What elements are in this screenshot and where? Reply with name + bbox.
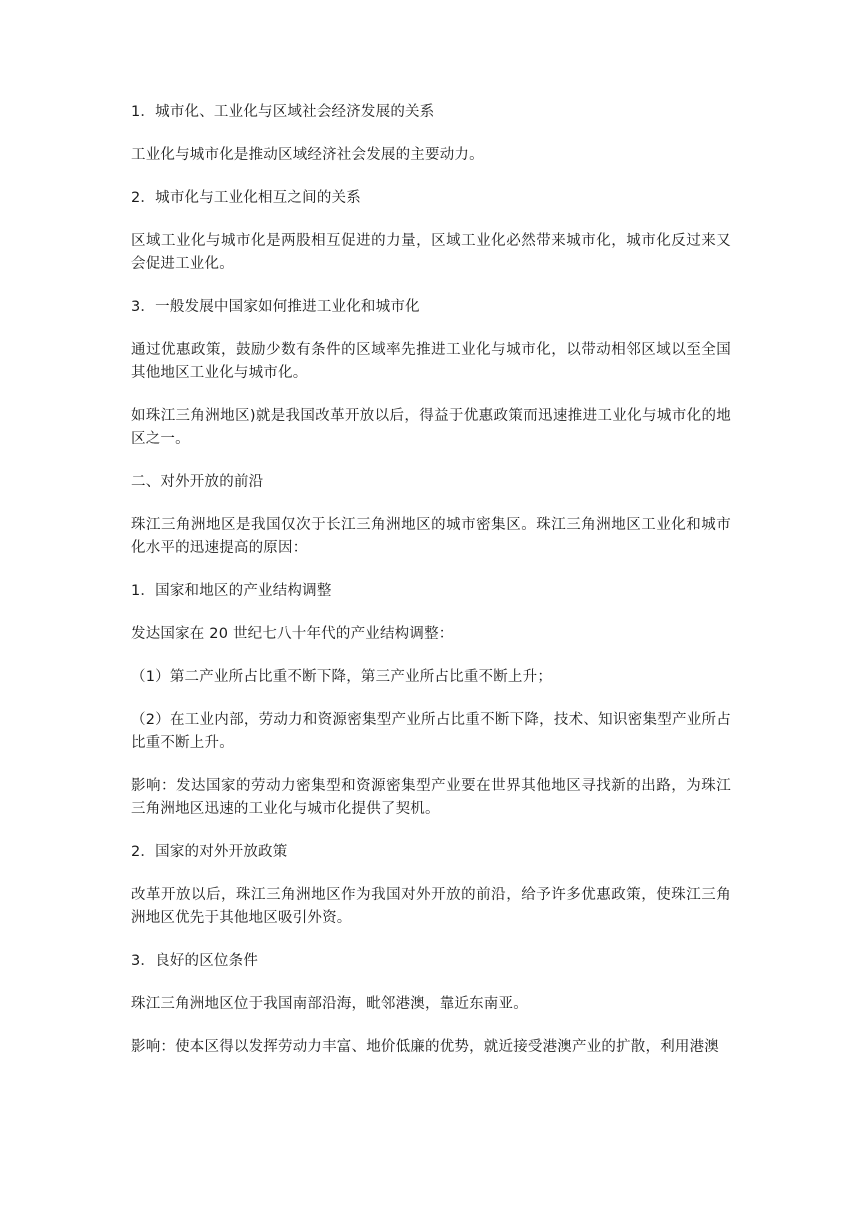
section-heading-3: 3．一般发展中国家如何推进工业化和城市化 [131, 299, 420, 315]
document-body [131, 101, 731, 1079]
section-heading-industry: 1．国家和地区的产业结构调整 [131, 583, 332, 599]
section-heading-1: 1．城市化、工业化与区域社会经济发展的关系 [131, 104, 435, 120]
paragraph: 影响：使本区得以发挥劳动力丰富、地价低廉的优势，就近接受港澳产业的扩散，利用港澳 [131, 1039, 719, 1055]
paragraph: 发达国家在 20 世纪七八十年代的产业结构调整： [131, 626, 454, 642]
list-item: （2）在工业内部，劳动力和资源密集型产业所占比重不断下降，技术、知识密集型产业所占比重不断上升。 [131, 712, 731, 751]
paragraph: 如珠江三角洲地区)就是我国改革开放以后，得益于优惠政策而迅速推进工业化与城市化的地区之一。 [131, 408, 731, 447]
list-item: （1）第二产业所占比重不断下降，第三产业所占比重不断上升； [131, 669, 553, 685]
paragraph: 工业化与城市化是推动区域经济社会发展的主要动力。 [131, 147, 484, 163]
chapter-heading: 二、对外开放的前沿 [131, 474, 264, 490]
paragraph: 改革开放以后，珠江三角洲地区作为我国对外开放的前沿，给予许多优惠政策，使珠江三角洲地区优先于其他地区吸引外资。 [131, 887, 731, 926]
paragraph: 区域工业化与城市化是两股相互促进的力量，区域工业化必然带来城市化，城市化反过来又会促进工业化。 [131, 233, 731, 272]
paragraph: 珠江三角洲地区位于我国南部沿海，毗邻港澳，靠近东南亚。 [131, 996, 528, 1012]
paragraph: 珠江三角洲地区是我国仅次于长江三角洲地区的城市密集区。珠江三角洲地区工业化和城市化水平的迅速提高的原因： [131, 517, 731, 556]
section-heading-location: 3．良好的区位条件 [131, 953, 259, 969]
section-heading-policy: 2．国家的对外开放政策 [131, 844, 288, 860]
paragraph: 通过优惠政策，鼓励少数有条件的区域率先推进工业化与城市化，以带动相邻区域以至全国其他地区工业化与城市化。 [131, 342, 731, 381]
paragraph: 影响：发达国家的劳动力密集型和资源密集型产业要在世界其他地区寻找新的出路，为珠江三角洲地区迅速的工业化与城市化提供了契机。 [131, 778, 731, 817]
section-heading-2: 2．城市化与工业化相互之间的关系 [131, 190, 361, 206]
